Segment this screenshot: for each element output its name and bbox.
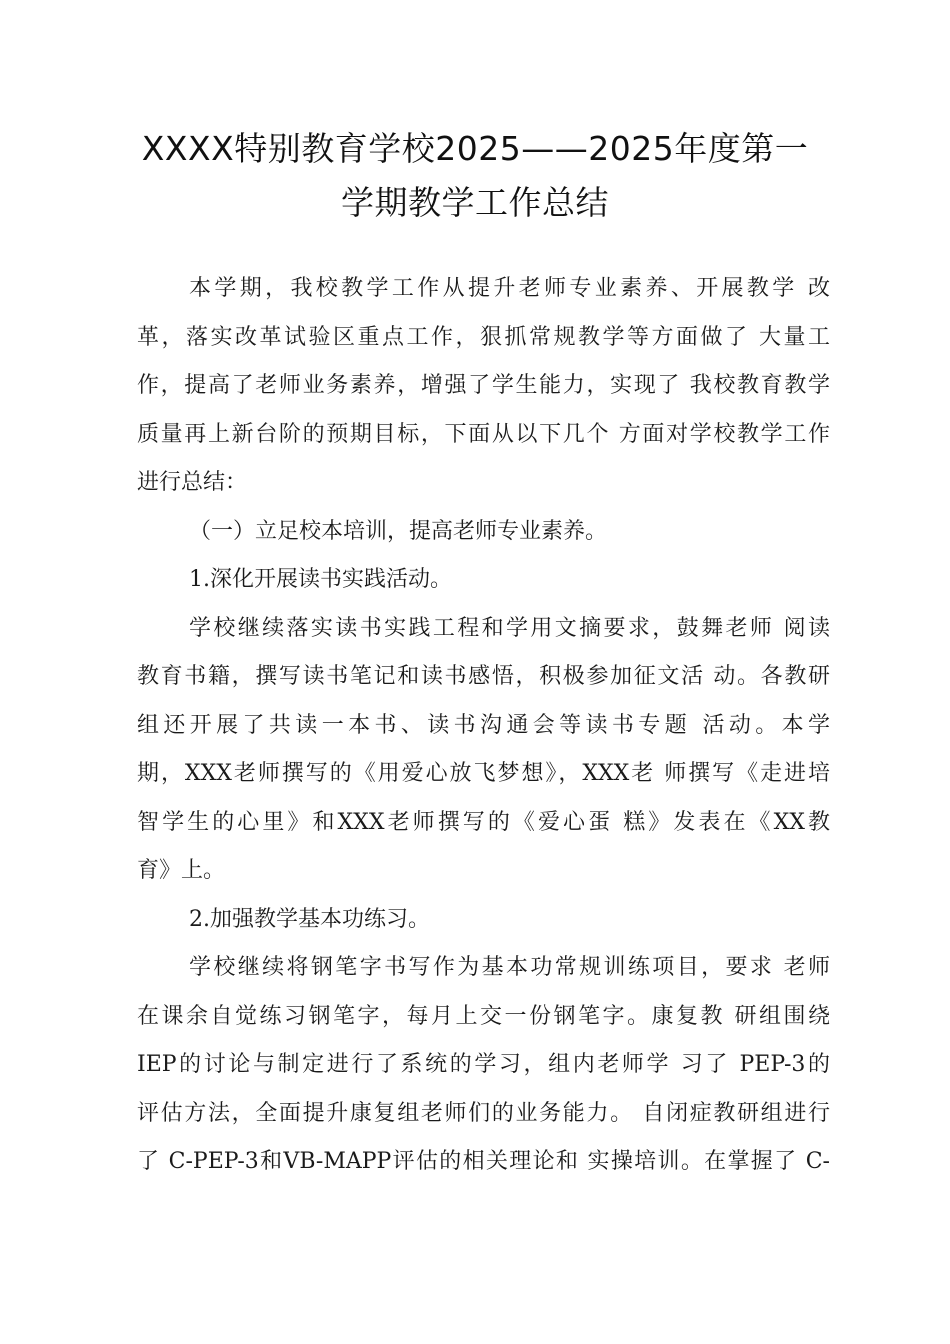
document-title (100, 122, 850, 230)
document-body (137, 265, 830, 1187)
text-line: 学校继续落实读书实践工程和学用文摘要求，鼓舞老师 阅读 (189, 615, 830, 641)
section-heading: （一）立足校本培训，提高老师专业素养。 (189, 518, 608, 544)
text-line: 革，落实改革试验区重点工作，狠抓常规教学等方面做了 大量工 (137, 324, 830, 350)
text-line: 质量再上新台阶的预期目标，下面从以下几个 方面对学校教学工作 (137, 421, 830, 447)
text-line: 作，提高了老师业务素养，增强了学生能力，实现了 我校教育教学 (137, 373, 830, 398)
paragraph-basic-skills (137, 944, 830, 1187)
paragraph-reading (137, 605, 830, 896)
text-line: 评估方法，全面提升康复组老师们的业务能力。 自闭症教研组进行 (137, 1100, 830, 1126)
text-line: 进行总结： (137, 470, 248, 495)
text-line: 在课余自觉练习钢笔字，每月上交一份钢笔字。康复教 研组围绕 (137, 1003, 830, 1029)
text-line: 期，XXX老师撰写的《用爱心放飞梦想》，XXX老 师撰写《走进培 (137, 761, 830, 786)
title-line-2: 学期教学工作总结 (341, 183, 609, 222)
text-line: 育》上。 (137, 858, 226, 883)
text-line: IEP的讨论与制定进行了系统的学习，组内老师学 习了 PEP-3的 (137, 1052, 830, 1077)
text-line: 学校继续将钢笔字书写作为基本功常规训练项目，要求 老师 (189, 955, 830, 980)
text-line: 智学生的心里》和XXX老师撰写的《爱心蛋 糕》发表在《XX教 (137, 809, 830, 835)
title-line-1: XXXX特别教育学校2025——2025年度第一 (141, 129, 809, 168)
text-line: 本学期，我校教学工作从提升老师专业素养、开展教学 改 (189, 276, 830, 301)
subsection-heading: 2.加强教学基本功练习。 (189, 906, 430, 932)
paragraph-intro (137, 265, 830, 508)
text-line: 教育书籍，撰写读书笔记和读书感悟，积极参加征文活 动。各教研 (137, 664, 830, 689)
text-line: 了 C-PEP-3和VB-MAPP评估的相关理论和 实操培训。在掌握了 C- (137, 1149, 830, 1174)
text-line: 组还开展了共读一本书、读书沟通会等读书专题 活动。本学 (137, 712, 830, 738)
subsection-heading: 1.深化开展读书实践活动。 (189, 567, 452, 592)
